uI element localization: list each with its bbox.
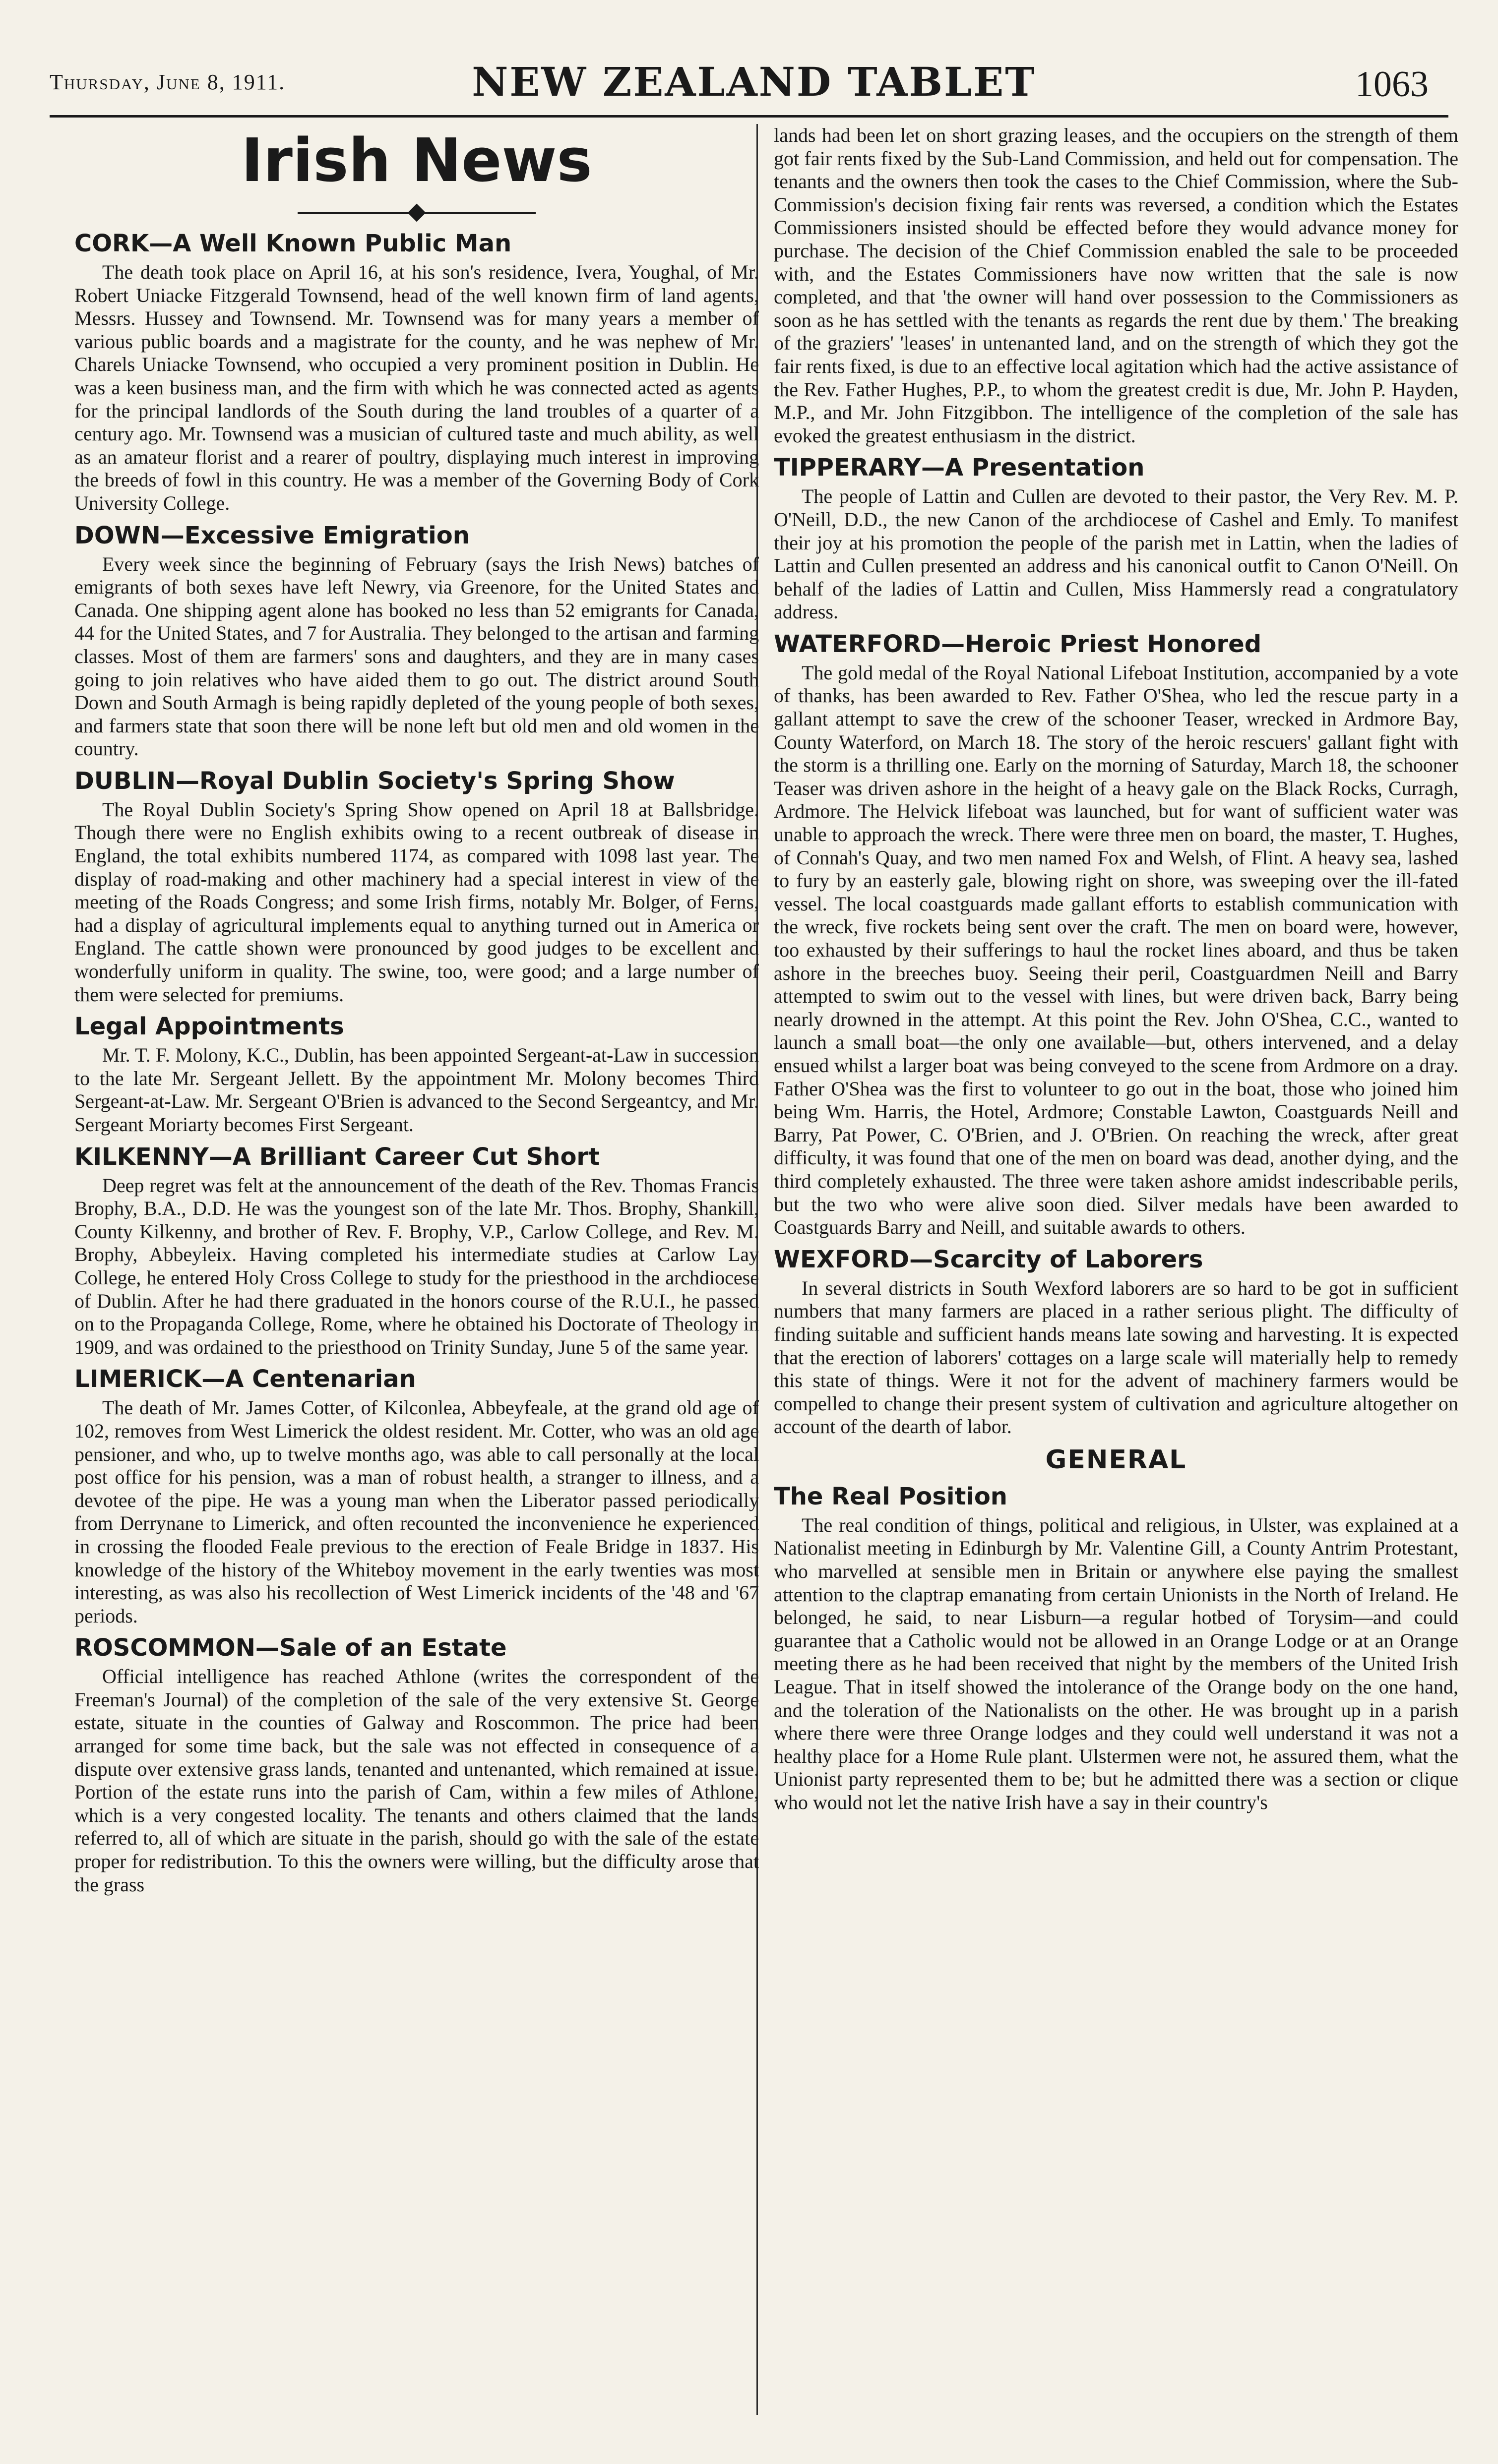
article-title: WEXFORD—Scarcity of Laborers: [774, 1245, 1203, 1273]
article-paragraph: Official intelligence has reached Athlone (writes the correspondent of the Freeman's Journal) of the completion of the sale of the very extensive St. George estate, situate in the counties of Galway and Roscommon. The price had been arranged for some time back, but the sale was not effected in consequence of a dispute over extensive grass lands, tenanted and untenanted, which remained at issue. Portion of the estate runs into the parish of Cam, within a few miles of Athlone, which is a very congested locality. The tenants and others claimed that the lands referred to, all of which are situate in the parish, should go with the sale of the estate proper for redistribution. To this the owners were willing, but the difficulty arose that the grass: [74, 1665, 759, 1896]
article-title: KILKENNY—A Brilliant Career Cut Short: [74, 1142, 600, 1171]
left-articles: [74, 228, 759, 1896]
article-title: DUBLIN—Royal Dublin Society's Spring Show: [74, 767, 675, 795]
article: [774, 452, 1458, 624]
article-continuation: lands had been let on short grazing leases, and the occupiers on the strength of them got fair rents fixed by the Sub-Land Commission, and held out for compensation. The tenants and the owners then took the cases to the Chief Commission, where the Sub-Commission's decision fixing fair rents was reversed, a condition which the Estates Commissioners insisted should be effected before they would advance money for purchase. The decision of the Chief Commission enabled the sale to be proceeded with, and the Estates Commissioners have now written that the sale is now completed, and that 'the owner will hand over possession to the Commissioners as soon as he has settled with the tenants as regards the rent due by them.' The breaking of the graziers' 'leases' in untenanted land, and on the strength of which they got the fair rents fixed, is due to an effective local agitation which had the active assistance of the Rev. Father Hughes, P.P., to whom the greatest credit is due, Mr. John P. Hayden, M.P., and Mr. John Fitzgibbon. The intelligence of the completion of the sale has evoked the greatest enthusiasm in the district.: [774, 124, 1458, 447]
article-paragraph: The real condition of things, political and religious, in Ulster, was explained at a Nationalist meeting in Edinburgh by Mr. Valentine Gill, a County Antrim Protestant, who marvelled at sensible men in Britain or anywhere else paying the smallest attention to the claptrap emanating from certain Unionists in the North of Ireland. He belonged, he said, to near Lisburn—a regular hotbed of Torysim—and could guarantee that a Catholic would not be allowed in an Orange Lodge or at an Orange meeting there as he had been received that night by the members of the United Irish League. That in itself showed the intolerance of the Orange body on the one hand, and the toleration of the Nationalists on the other. He was brought up in a parish where there were three Orange lodges and they could well understand it was not a healthy place for a Home Rule plant. Ulstermen were not, he assured them, what the Unionist party represented them to be; but he admitted there was a section or clique who would not let the native Irish have a say in their country's: [774, 1513, 1458, 1813]
masthead-rule: [50, 115, 1448, 118]
article-title: TIPPERARY—A Presentation: [774, 454, 1145, 482]
article: [74, 1011, 759, 1136]
article-paragraph: In several districts in South Wexford laborers are so hard to be got in sufficient numbers that many farmers are placed in a rather serious plight. The difficulty of finding suitable and sufficient hands means late sowing and harvesting. It is expected that the erection of laborers' cottages on a large scale will materially help to remedy this state of things. Were it not for the advent of machinery farmers would be compelled to change their present system of cultivation and agriculture altogether on account of the dearth of labor.: [774, 1276, 1458, 1438]
article-title: WATERFORD—Heroic Priest Honored: [774, 630, 1262, 658]
article: [74, 228, 759, 515]
ornament-divider: [74, 203, 759, 223]
article-title: LIMERICK—A Centenarian: [74, 1365, 416, 1393]
left-column: [74, 124, 759, 1896]
article: [74, 1364, 759, 1627]
article-title: DOWN—Excessive Emigration: [74, 521, 470, 549]
article-paragraph: The people of Lattin and Cullen are devoted to their pastor, the Very Rev. M. P. O'Neill, D.D., the new Canon of the archdiocese of Cashel and Emly. To manifest their joy at his promotion the people of the parish met in Lattin, when the ladies of Lattin and Cullen presented an address and his canonical outfit to Canon O'Neill. On behalf of the ladies of Lattin and Cullen, Miss Hammersly read a congratulatory address.: [774, 485, 1458, 623]
general-heading: GENERAL: [1045, 1444, 1187, 1475]
right-column: [774, 124, 1458, 1814]
diamond-icon: [408, 204, 426, 222]
article: [74, 520, 759, 761]
article-paragraph: The death took place on April 16, at his son's residence, Ivera, Youghal, of Mr. Robert Uniacke Fitzgerald Townsend, head of the well known firm of land agents, Messrs. Hussey and Townsend. Mr. Townsend was for many years a member of various public boards and a magistrate for the county, and he was nephew of Mr. Charels Uniacke Townsend, who occupied a very prominent position in Dublin. He was a keen business man, and the firm with which he was connected acted as agents for the principal landlords of the South during the land troubles of a quarter of a century ago. Mr. Townsend was a musician of cultured taste and much ability, as well as an amateur florist and a rearer of poultry, displaying much interest in improving the breeds of fowl in this country. He was a member of the Governing Body of Cork University College.: [74, 261, 759, 514]
article-title: CORK—A Well Known Public Man: [74, 230, 512, 257]
article-paragraph: The Royal Dublin Society's Spring Show opened on April 18 at Ballsbridge. Though there were no English exhibits owing to a recent outbreak of disease in England, the total exhibits numbered 1174, as compared with 1098 last year. The display of road-making and other machinery had a special interest in view of the meeting of the Roads Congress; and some Irish firms, notably Mr. Bolger, of Ferns, had a display of agricultural implements equal to anything turned out in America or England. The cattle shown were pronounced by good judges to be excellent and wonderfully uniform in quality. The swine, too, were good; and a large number of them were selected for premiums.: [74, 798, 759, 1006]
article: [74, 766, 759, 1006]
page-number: 1063: [1355, 64, 1429, 105]
article-title: ROSCOMMON—Sale of an Estate: [74, 1634, 507, 1662]
article: [74, 1142, 759, 1359]
issue-date: Thursday, June 8, 1911.: [50, 70, 286, 94]
article-paragraph: The gold medal of the Royal National Lifeboat Institution, accompanied by a vote of thanks, has been awarded to Rev. Father O'Shea, who led the rescue party in a gallant attempt to save the crew of the schooner Teaser, wrecked in Ardmore Bay, County Waterford, on March 18. The story of the heroic rescuers' gallant fight with the storm is a thrilling one. Early on the morning of Saturday, March 18, the schooner Teaser was driven ashore in the height of a heavy gale on the Black Rocks, Curragh, Ardmore. The Helvick lifeboat was launched, but for want of sufficient water was unable to approach the wreck. There were three men on board, the master, T. Hughes, of Connah's Quay, and two men named Fox and Welsh, of Flint. A heavy sea, lashed to fury by an easterly gale, blowing right on shore, was sweeping over the ill-fated vessel. The local coastguards made gallant efforts to establish communication with the wreck, five rockets being sent over the craft. The men on board were, however, too exhausted by their sufferings to haul the rocket lines aboard, and thus be taken ashore in the breeches buoy. Seeing their peril, Coastguardmen Neill and Barry attempted to swim out to the vessel with lines, but were driven back, Barry being nearly drowned in the attempt. At this point the Rev. John O'Shea, C.C., wanted to launch a small boat—the only one available—but, others intervened, and a delay ensued whilst a larger boat was being conveyed to the scene from Ardmore on a dray. Father O'Shea was the first to volunteer to go out in the boat, those who joined him being Wm. Harris, the Hotel, Ardmore; Constable Lawton, Coastguards Neill and Barry, Pat Power, C. O'Brien, and J. O'Brien. On reaching the wreck, after great difficulty, it was found that one of the men on board was dead, another dying, and the third completely exhausted. The three were taken ashore amidst indescribable perils, but the two who were alive soon died. Silver medals have been awarded to Coastguards Barry and Neill, and suitable awards to others.: [774, 661, 1458, 1239]
newspaper-title: NEW ZEALAND TABLET: [472, 59, 1036, 105]
general-article: [774, 1481, 1458, 1814]
article-paragraph: Mr. T. F. Molony, K.C., Dublin, has been appointed Sergeant-at-Law in succession to the late Mr. Sergeant Jellett. By the appointment Mr. Molony becomes Third Sergeant-at-Law. Mr. Sergeant O'Brien is advanced to the Second Sergeantcy, and Mr. Sergeant Moriarty becomes First Sergeant.: [74, 1044, 759, 1136]
article: [74, 1632, 759, 1896]
right-articles: [774, 452, 1458, 1439]
section-banner: Irish News: [241, 126, 592, 195]
article-paragraph: The death of Mr. James Cotter, of Kilconlea, Abbeyfeale, at the grand old age of 102, removes from West Limerick the oldest resident. Mr. Cotter, who was an old age pensioner, and who, up to twelve months ago, was able to call personally at the local post office for his pension, was a man of robust health, a stranger to illness, and a devotee of the pipe. He was a young man when the Liberator passed periodically from Derrynane to Limerick, and often recounted the inconvenience he experienced in crossing the flooded Feale previous to the erection of Feale Bridge in 1837. His knowledge of the history of the Whiteboy movement in the early twenties was most interesting, as was also his recollection of West Limerick incidents of the '48 and '67 periods.: [74, 1396, 759, 1627]
article-title: The Real Position: [774, 1482, 1007, 1510]
article-title: Legal Appointments: [74, 1013, 344, 1041]
article: [774, 1244, 1458, 1439]
article: [774, 629, 1458, 1239]
article-paragraph: Every week since the beginning of February (says the Irish News) batches of emigrants of both sexes have left Newry, via Greenore, for the United States and Canada. One shipping agent alone has booked no less than 52 emigrants for Canada, 44 for the United States, and 7 for Australia. They belonged to the artisan and farming classes. Most of them are farmers' sons and daughters, and they are in many cases going to join relatives who have aided them to go out. The district around South Down and South Armagh is being rapidly depleted of the young people of both sexes, and farmers state that soon there will be none left but old men and old women in the country.: [74, 552, 759, 760]
masthead: [50, 59, 1458, 108]
article-paragraph: Deep regret was felt at the announcement of the death of the Rev. Thomas Francis Brophy, B.A., D.D. He was the youngest son of the late Mr. Thos. Brophy, Shankill, County Kilkenny, and brother of Rev. F. Brophy, V.P., Carlow College, and Rev. M. Brophy, Abbeyleix. Having completed his intermediate studies at Carlow Lay College, he entered Holy Cross College to study for the priesthood in the archdiocese of Dublin. After he had there graduated in the honors course of the R.U.I., he passed on to the Propaganda College, Rome, where he obtained his Doctorate of Theology in 1909, and was ordained to the priesthood on Trinity Sunday, June 5 of the same year.: [74, 1174, 759, 1358]
